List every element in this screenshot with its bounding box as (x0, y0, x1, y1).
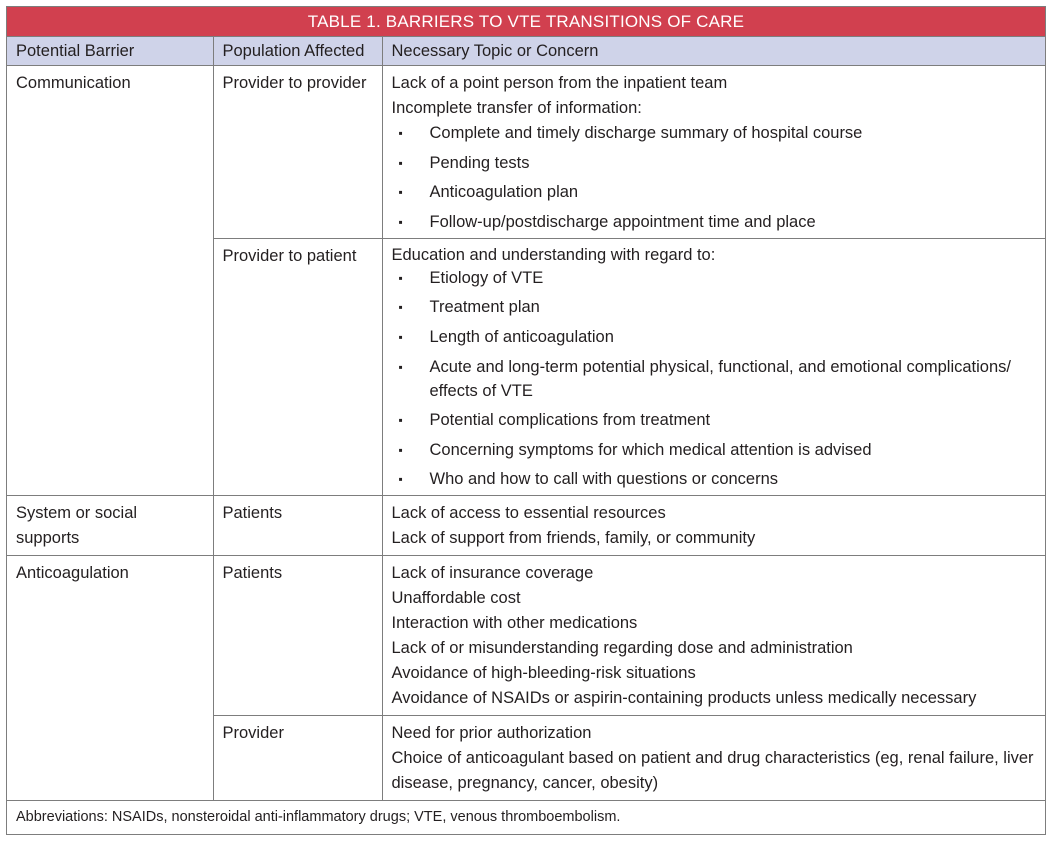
bullet-icon: ▪ (398, 155, 403, 170)
population-cell: Provider to patient (213, 238, 382, 496)
topic-line: Choice of anticoagulant based on patient and drug characteristics (eg, renal failure, liver disease, pregnancy, cancer, obesity) (391, 749, 1034, 793)
topic-cell (382, 238, 1045, 496)
barrier-cell: Communication (7, 66, 213, 496)
topic-line: Need for prior authorization (391, 724, 592, 743)
barrier-cell: System or social supports (7, 496, 213, 556)
bullet-item: ▪ Potential complications from treatment (392, 408, 1037, 432)
bullet-icon: ▪ (398, 270, 403, 285)
bullet-item: ▪ Who and how to call with questions or concerns (392, 467, 1037, 491)
bullet-icon: ▪ (398, 126, 403, 140)
topic-line: Avoidance of high-bleeding-risk situations (391, 664, 696, 683)
bullet-icon: ▪ (398, 472, 403, 487)
bullet-item: ▪ Acute and long-term potential physical, functional, and emotional complications/ effects of VTE (392, 355, 1037, 403)
topic-line: Lack of access to essential resources (391, 504, 666, 523)
bullet-item: ▪ Treatment plan (392, 295, 1037, 319)
topic-line: Lack of a point person from the inpatient team (391, 74, 728, 92)
topic-line: Unaffordable cost (391, 589, 521, 608)
bullet-item: ▪ Pending tests (392, 151, 1037, 175)
topic-line: Interaction with other medications (391, 614, 638, 633)
bullet-icon: ▪ (398, 214, 403, 229)
topic-cell (382, 716, 1045, 801)
bullet-item: ▪ Anticoagulation plan (392, 180, 1037, 204)
bullet-list (392, 121, 1037, 234)
topic-cell (382, 496, 1045, 556)
footnote-row (7, 801, 1045, 835)
population-cell: Patients (213, 496, 382, 556)
bullet-item: ▪ Length of anticoagulation (392, 325, 1037, 349)
bullet-icon: ▪ (398, 185, 403, 200)
topic-line: Avoidance of NSAIDs or aspirin-containing products unless medically necessary (391, 689, 977, 708)
header-potential-barrier: Potential Barrier (7, 37, 213, 66)
header-population-affected: Population Affected (213, 37, 382, 66)
bullet-list (392, 266, 1037, 492)
header-row (7, 37, 1045, 66)
population-cell: Patients (213, 556, 382, 716)
bullet-item: ▪ Follow-up/postdischarge appointment time and place (392, 210, 1037, 234)
barriers-table (6, 6, 1046, 835)
bullet-icon: ▪ (398, 329, 403, 344)
table-row (7, 66, 1045, 239)
topic-line: Lack of insurance coverage (391, 564, 594, 583)
bullet-icon: ▪ (398, 359, 403, 374)
abbreviations-footnote: Abbreviations: NSAIDs, nonsteroidal anti-inflammatory drugs; VTE, venous thromboembolism. (16, 809, 621, 826)
topic-line: Education and understanding with regard to: (391, 245, 716, 264)
table-row (7, 556, 1045, 716)
table-row (7, 496, 1045, 556)
barrier-cell: Anticoagulation (7, 556, 213, 801)
population-cell: Provider (213, 716, 382, 801)
bullet-item: ▪ Etiology of VTE (392, 266, 1037, 290)
population-cell: Provider to provider (213, 66, 382, 239)
topic-cell (382, 556, 1045, 716)
bullet-icon: ▪ (398, 300, 403, 315)
bullet-icon: ▪ (398, 442, 403, 457)
bullet-item: ▪ Concerning symptoms for which medical attention is advised (392, 438, 1037, 462)
topic-line: Lack of or misunderstanding regarding dose and administration (391, 639, 853, 658)
bullet-icon: ▪ (398, 413, 403, 428)
topic-line: Lack of support from friends, family, or community (391, 529, 756, 548)
header-necessary-topic: Necessary Topic or Concern (382, 37, 1045, 66)
table-title: TABLE 1. BARRIERS TO VTE TRANSITIONS OF CARE (7, 7, 1045, 37)
bullet-item: ▪ Complete and timely discharge summary of hospital course (392, 121, 1037, 145)
table-grid (7, 37, 1045, 834)
topic-line: Incomplete transfer of information: (391, 99, 642, 117)
topic-cell (382, 66, 1045, 239)
